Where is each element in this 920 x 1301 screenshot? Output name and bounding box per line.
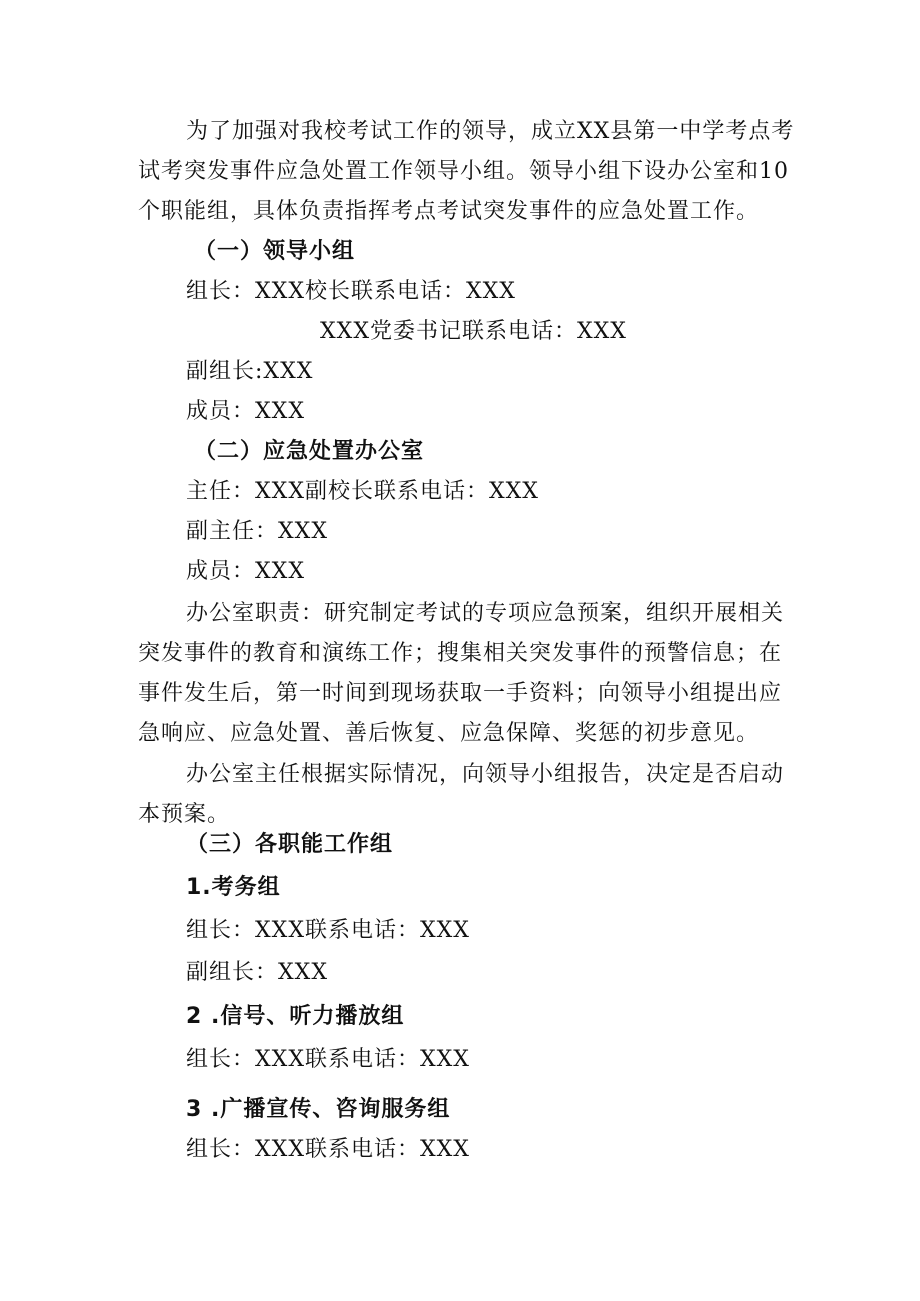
intro-paragraph-line: 为了加强对我校考试工作的领导，成立XX县第一中学考点考 <box>186 119 795 144</box>
section-heading-functional-groups: （三）各职能工作组 <box>186 832 394 857</box>
group-leader-entry: 组长：XXX联系电话：XXX <box>186 918 470 943</box>
office-duty-paragraph-line: 办公室职责：研究制定考试的专项应急预案，组织开展相关 <box>186 601 785 626</box>
office-duty-paragraph-line: 事件发生后，第一时间到现场获取一手资料；向领导小组提出应 <box>138 681 783 706</box>
group-leader-entry: 组长：XXX联系电话：XXX <box>186 1047 470 1072</box>
intro-paragraph-line: 个职能组，具体负责指挥考点考试突发事件的应急处置工作。 <box>138 199 760 224</box>
group-leader-entry: 组长：XXX联系电话：XXX <box>186 1137 470 1162</box>
members-entry: 成员：XXX <box>186 399 305 424</box>
leader-entry: XXX党委书记联系电话：XXX <box>320 319 627 344</box>
group-deputy-entry: 副组长：XXX <box>186 960 328 985</box>
group-heading-broadcast-consulting: 3 .广播宣传、咨询服务组 <box>186 1097 451 1122</box>
office-duty-paragraph-line: 急响应、应急处置、善后恢复、应急保障、奖惩的初步意见。 <box>138 721 760 746</box>
report-paragraph-line: 本预案。 <box>138 802 231 827</box>
director-entry: 主任：XXX副校长联系电话：XXX <box>186 479 539 504</box>
group-heading-exam-affairs: 1.考务组 <box>186 875 281 900</box>
members-entry: 成员：XXX <box>186 559 305 584</box>
office-duty-paragraph-line: 突发事件的教育和演练工作；搜集相关突发事件的预警信息；在 <box>138 641 783 666</box>
section-heading-emergency-office: （二）应急处置办公室 <box>194 439 425 464</box>
deputy-leader-entry: 副组长:XXX <box>186 359 314 384</box>
group-heading-signal-listening: 2 .信号、听力播放组 <box>186 1004 405 1029</box>
intro-paragraph-line: 试考突发事件应急处置工作领导小组。领导小组下设办公室和10 <box>138 159 789 184</box>
deputy-director-entry: 副主任：XXX <box>186 519 328 544</box>
section-heading-leadership-group: （一）领导小组 <box>194 239 356 264</box>
report-paragraph-line: 办公室主任根据实际情况，向领导小组报告，决定是否启动 <box>186 762 785 787</box>
leader-entry: 组长：XXX校长联系电话：XXX <box>186 279 516 304</box>
